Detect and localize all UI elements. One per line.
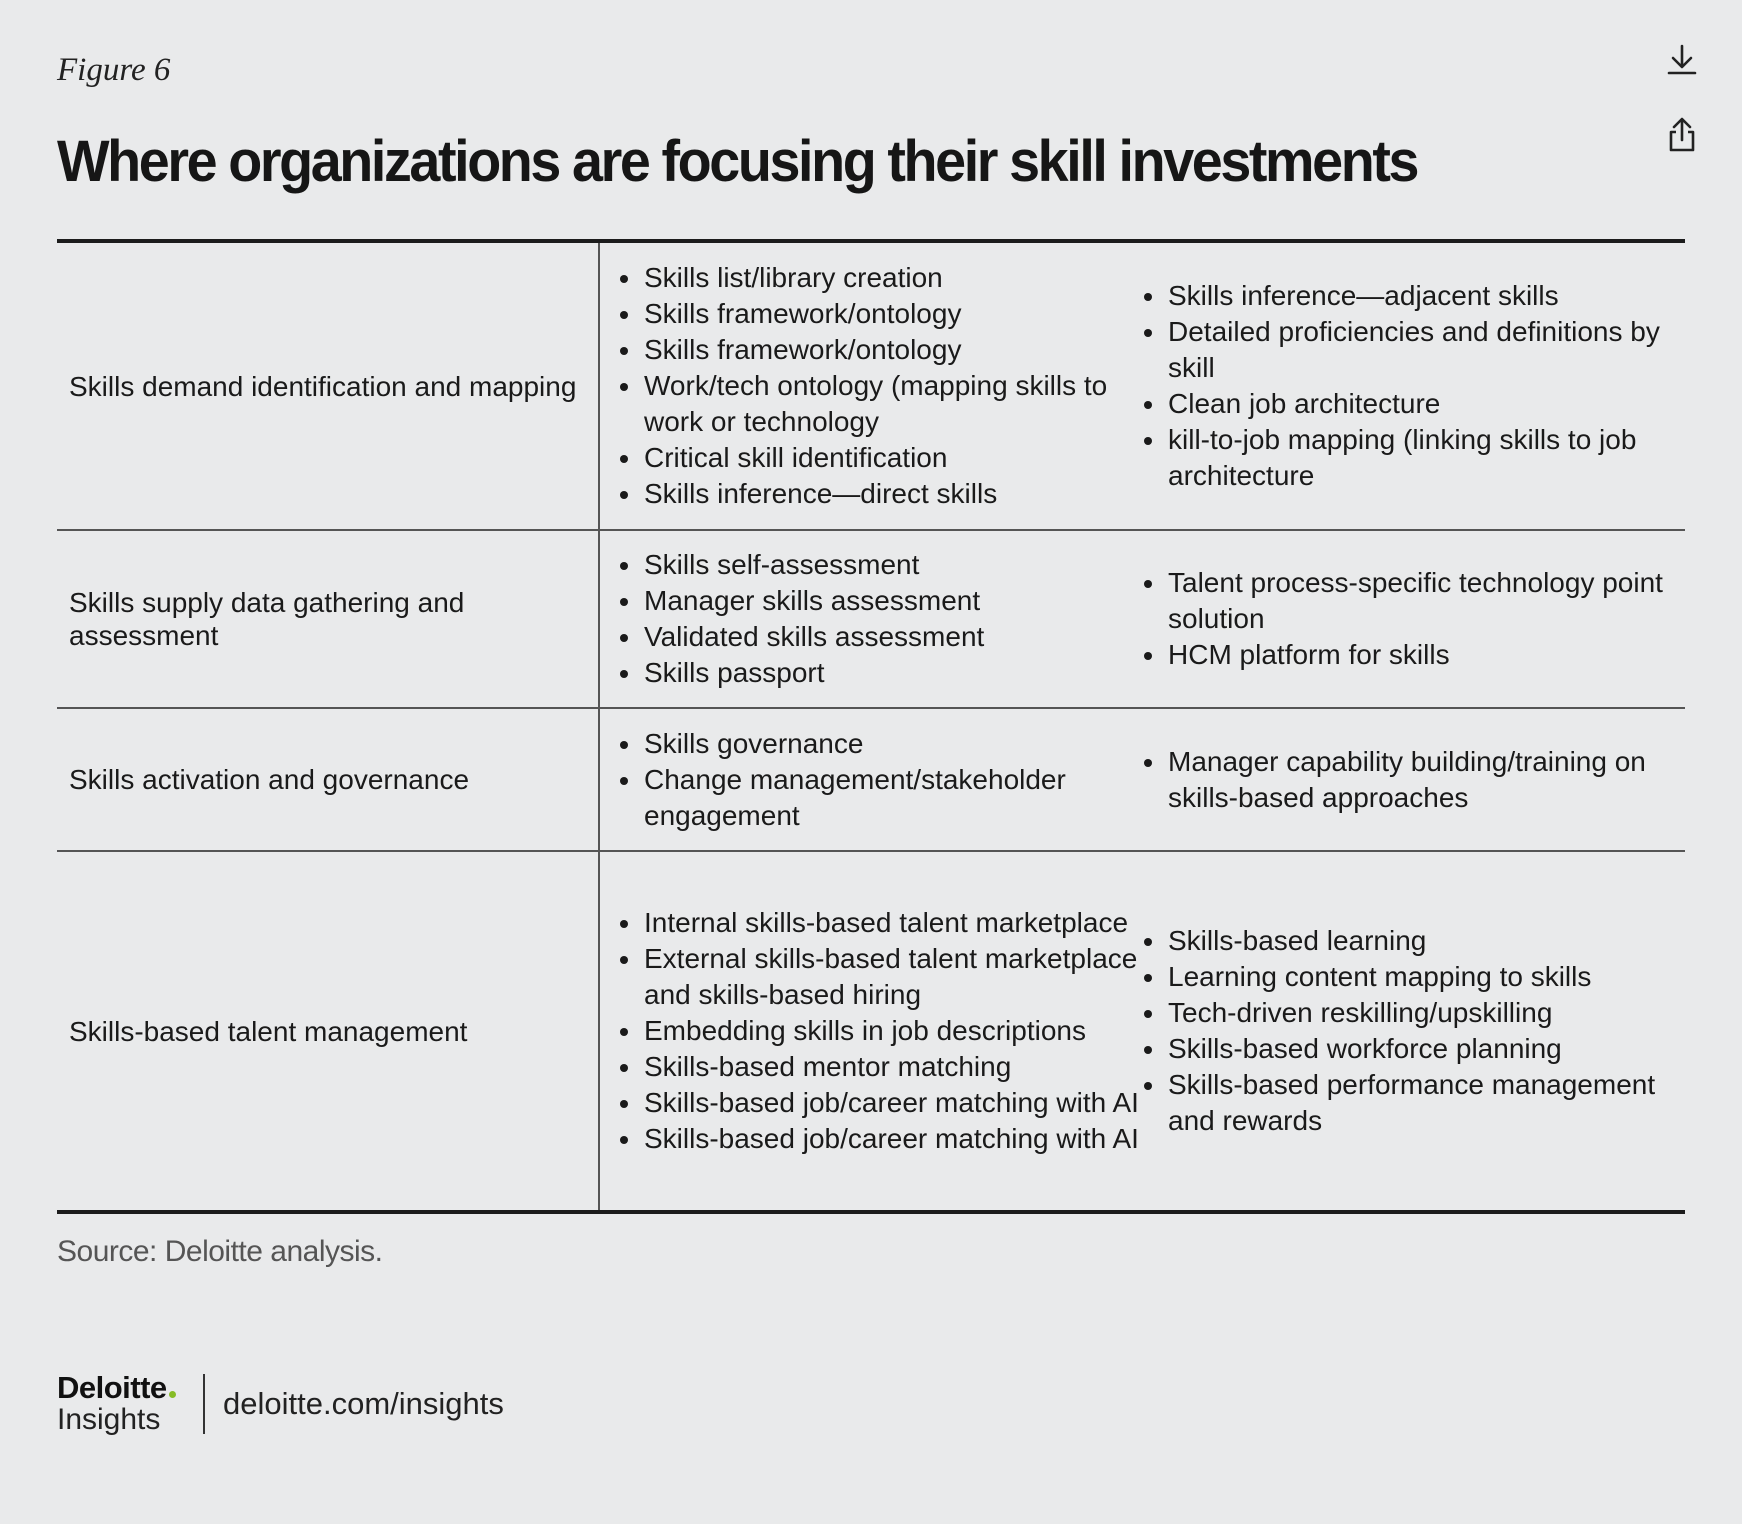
list-item: Manager skills assessment [618,583,984,619]
row-column-a [600,709,1142,850]
row-column-b [1142,852,1685,1210]
list-item: Skills-based mentor matching [618,1049,1142,1085]
bullet-list [618,260,1142,512]
footer-divider [203,1374,205,1434]
row-column-a [600,852,1142,1210]
list-item: Skills list/library creation [618,260,1142,296]
list-item: Skills inference—direct skills [618,476,1142,512]
bullet-list [1142,565,1685,673]
share-icon[interactable] [1662,115,1702,155]
skills-table [57,239,1685,1214]
list-item: Skills-based learning [1142,923,1685,959]
figure-title: Where organizations are focusing their skill investments [57,129,1418,194]
list-item: Detailed proficiencies and definitions by skill [1142,314,1685,386]
list-item: Manager capability building/training on skills-based approaches [1142,744,1685,816]
list-item: Validated skills assessment [618,619,984,655]
list-item: Skills inference—adjacent skills [1142,278,1685,314]
row-column-a [600,243,1142,529]
list-item: Talent process-specific technology point solution [1142,565,1685,637]
list-item: Internal skills-based talent marketplace [618,905,1142,941]
logo-dot [169,1391,176,1398]
bullet-list [618,726,1142,834]
list-item: Skills-based performance management and rewards [1142,1067,1685,1139]
figure-label: Figure 6 [57,52,171,88]
table-row [57,531,1685,709]
deloitte-insights-logo [57,1372,203,1435]
list-item: Skills governance [618,726,1142,762]
list-item: Skills framework/ontology [618,332,1142,368]
source-note: Source: Deloitte analysis. [57,1235,383,1268]
list-item: Skills passport [618,655,984,691]
row-category: Skills demand identification and mapping [57,243,600,529]
bullet-list [618,547,984,691]
table-row [57,243,1685,531]
list-item: HCM platform for skills [1142,637,1685,673]
bullet-list [1142,744,1685,816]
list-item: Work/tech ontology (mapping skills to work or technology [618,368,1142,440]
list-item: Critical skill identification [618,440,1142,476]
list-item: Skills-based job/career matching with AI [618,1085,1142,1121]
site-link[interactable]: deloitte.com/insights [223,1385,504,1421]
list-item: Tech-driven reskilling/upskilling [1142,995,1685,1031]
download-icon[interactable] [1662,40,1702,80]
list-item: Skills-based workforce planning [1142,1031,1685,1067]
list-item: Skills self-assessment [618,547,984,583]
list-item: Embedding skills in job descriptions [618,1013,1142,1049]
list-item: Clean job architecture [1142,386,1685,422]
row-column-b [1142,709,1685,850]
bullet-list [618,905,1142,1157]
row-category: Skills supply data gathering and assessment [57,531,600,707]
list-item: Change management/stakeholder engagement [618,762,1142,834]
list-item: External skills-based talent marketplace and skills-based hiring [618,941,1142,1013]
row-column-b [1142,243,1685,529]
list-item: Skills-based job/career matching with AI [618,1121,1142,1157]
logo-brand: Deloitte [57,1370,167,1405]
figure-actions [1662,40,1702,190]
footer [57,1372,504,1435]
row-category: Skills-based talent management [57,852,600,1210]
list-item: Learning content mapping to skills [1142,959,1685,995]
bullet-list [1142,278,1685,494]
row-column-a [600,531,1142,707]
bullet-list [1142,923,1685,1139]
table-row [57,852,1685,1210]
table-row [57,709,1685,852]
list-item: kill-to-job mapping (linking skills to job architecture [1142,422,1685,494]
row-column-b [1142,531,1685,707]
logo-sub: Insights [57,1403,161,1436]
list-item: Skills framework/ontology [618,296,1142,332]
row-category: Skills activation and governance [57,709,600,850]
